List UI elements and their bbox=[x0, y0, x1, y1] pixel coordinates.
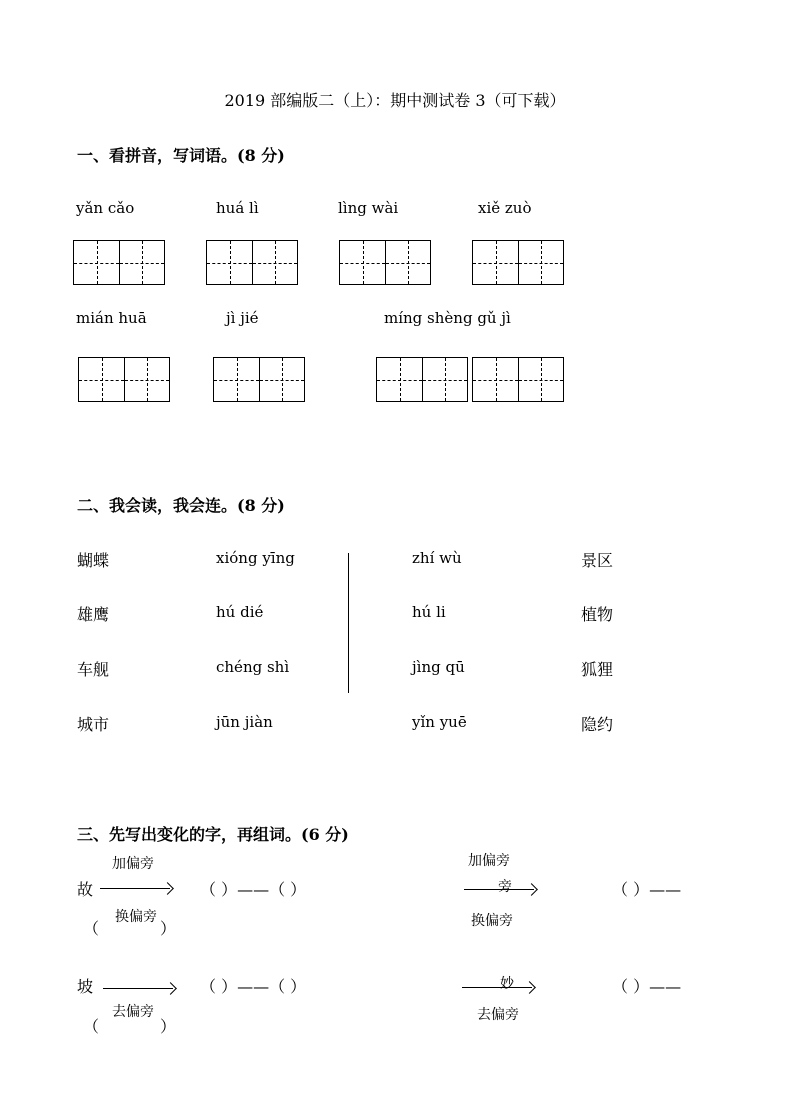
column-divider bbox=[348, 553, 349, 693]
section3-heading: 三、先写出变化的字，再组词。(6 分) bbox=[77, 825, 349, 844]
word-col4-3[interactable]: 狐狸 bbox=[581, 660, 614, 679]
label-change-radical-1: 换偏旁 bbox=[115, 909, 157, 925]
pinyin-1: yǎn cǎo bbox=[76, 199, 135, 217]
pinyin-col3-4[interactable]: yǐn yuē bbox=[412, 713, 467, 731]
word-col4-2[interactable]: 植物 bbox=[581, 605, 614, 624]
section2-heading: 二、我会读，我会连。(8 分) bbox=[77, 496, 285, 515]
section1-heading: 一、看拼音，写词语。(8 分) bbox=[77, 146, 285, 165]
label-add-radical-2: 加偏旁 bbox=[468, 853, 510, 869]
word-col1-4[interactable]: 城市 bbox=[77, 715, 110, 734]
pinyin-col3-1[interactable]: zhí wù bbox=[412, 549, 462, 567]
answer-blank-1[interactable]: （ ）——（ ） bbox=[200, 880, 307, 899]
writing-grid-5[interactable] bbox=[78, 357, 170, 402]
open-paren-2: （ bbox=[83, 1017, 100, 1036]
label-remove-radical-1: 去偏旁 bbox=[112, 1004, 154, 1020]
pinyin-col2-4[interactable]: jūn jiàn bbox=[216, 713, 273, 731]
pinyin-col2-3[interactable]: chéng shì bbox=[216, 658, 290, 676]
pinyin-4: xiě zuò bbox=[478, 199, 532, 217]
writing-grid-7[interactable] bbox=[376, 357, 468, 402]
close-paren-2: ） bbox=[160, 1017, 177, 1036]
arrow-3 bbox=[103, 988, 173, 989]
close-paren-1: ） bbox=[160, 919, 177, 938]
char-pang: 旁 bbox=[498, 879, 512, 895]
pinyin-3: lìng wài bbox=[338, 199, 399, 217]
char-gu: 故 bbox=[77, 880, 94, 899]
arrow-1 bbox=[100, 888, 170, 889]
writing-grid-4[interactable] bbox=[472, 240, 564, 285]
word-col4-1[interactable]: 景区 bbox=[581, 551, 614, 570]
pinyin-5: mián huā bbox=[76, 309, 147, 327]
char-miao: 妙 bbox=[500, 976, 514, 992]
word-col1-3[interactable]: 车舰 bbox=[77, 660, 110, 679]
writing-grid-6[interactable] bbox=[213, 357, 305, 402]
label-add-radical-1: 加偏旁 bbox=[112, 856, 154, 872]
pinyin-col3-3[interactable]: jìng qū bbox=[412, 658, 465, 676]
label-change-radical-2: 换偏旁 bbox=[471, 913, 513, 929]
word-col1-1[interactable]: 蝴蝶 bbox=[77, 551, 110, 570]
answer-blank-2[interactable]: （ ）—— bbox=[612, 880, 682, 899]
label-remove-radical-2: 去偏旁 bbox=[477, 1007, 519, 1023]
writing-grid-1[interactable] bbox=[73, 240, 165, 285]
word-col4-4[interactable]: 隐约 bbox=[581, 715, 614, 734]
pinyin-6: jì jié bbox=[226, 309, 259, 327]
answer-blank-4[interactable]: （ ）—— bbox=[612, 977, 682, 996]
arrow-4 bbox=[462, 987, 532, 988]
arrow-2 bbox=[464, 889, 534, 890]
page-title: 2019 部编版二（上）：期中测试卷 3（可下载） bbox=[224, 91, 566, 110]
answer-blank-3[interactable]: （ ）——（ ） bbox=[200, 977, 307, 996]
writing-grid-2[interactable] bbox=[206, 240, 298, 285]
pinyin-2: huá lì bbox=[216, 199, 259, 217]
word-col1-2[interactable]: 雄鹰 bbox=[77, 605, 110, 624]
pinyin-col3-2[interactable]: hú li bbox=[412, 603, 446, 621]
pinyin-col2-1[interactable]: xióng yīng bbox=[216, 549, 295, 567]
char-po: 坡 bbox=[77, 977, 94, 996]
pinyin-7: míng shèng gǔ jì bbox=[384, 309, 511, 327]
pinyin-col2-2[interactable]: hú dié bbox=[216, 603, 264, 621]
writing-grid-3[interactable] bbox=[339, 240, 431, 285]
writing-grid-8[interactable] bbox=[472, 357, 564, 402]
open-paren-1: （ bbox=[83, 919, 100, 938]
